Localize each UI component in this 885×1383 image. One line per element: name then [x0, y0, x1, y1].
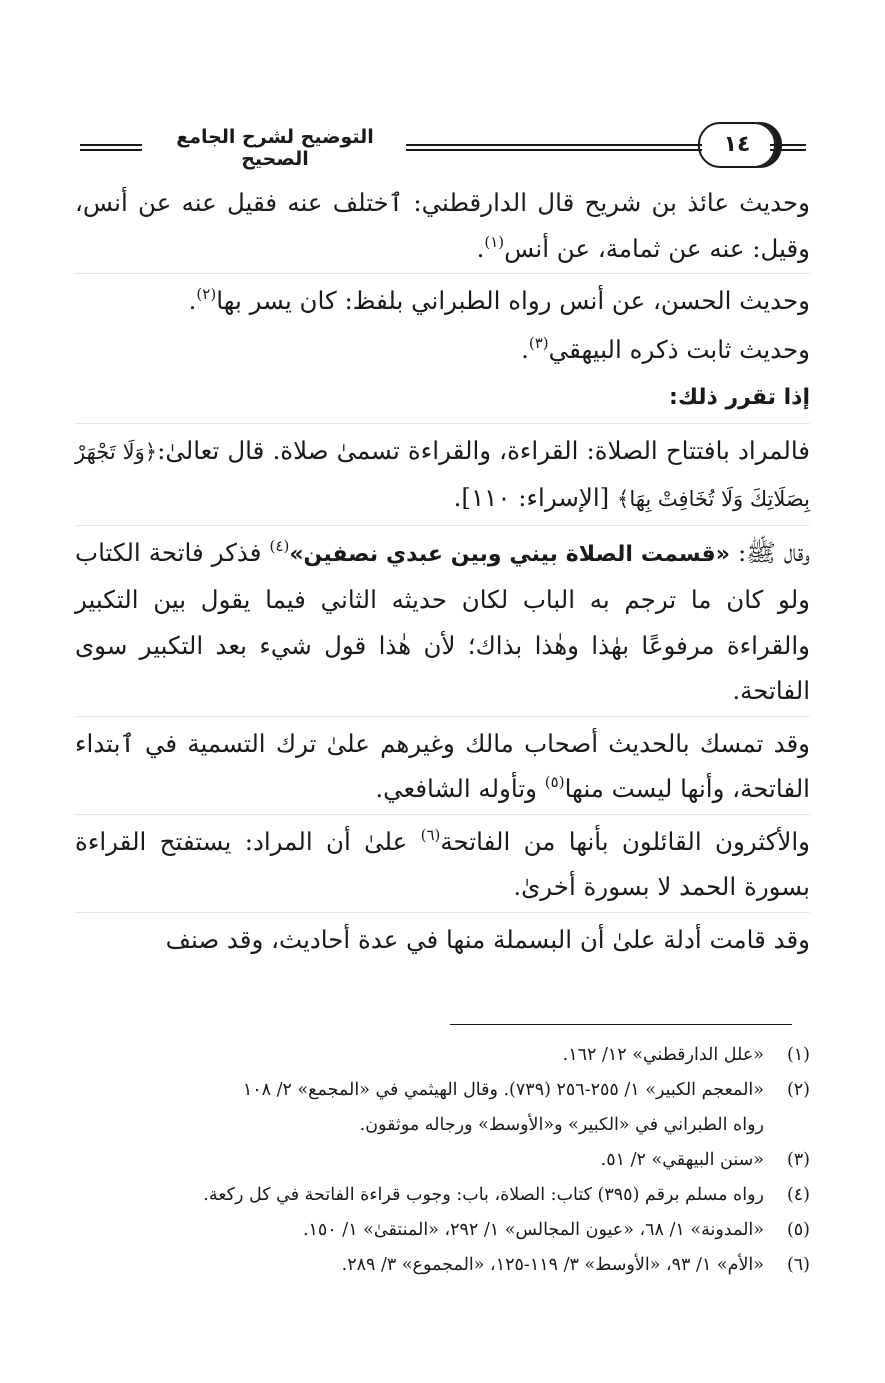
paragraph: وقد تمسك بالحديث أصحاب مالك وغيرهم علىٰ ترك التسمية في ٱبتداء الفاتحة، وأنها ليست منها$^{(٥)}$ وتأوله الشافعي.: [75, 721, 810, 815]
footnote-continuation: رواه الطبراني في «الكبير» و«الأوسط» ورجاله موثقون.: [359, 1115, 764, 1135]
main-text: [75, 180, 810, 965]
footnote-number: (٢): [786, 1080, 810, 1100]
paragraph: وقال ﷺ: «قسمت الصلاة بيني وبين عبدي نصفين»$^{(٤)}$ فذكر فاتحة الكتاب ولو كان ما ترجم به الباب لكان حديثه الثاني فيما يقول بين التكبير والقراءة مرفوعًا بهٰذا وهٰذا بذاك؛ لأن هٰذا قول شيء بعد التكبير سوى الفاتحة.: [75, 530, 810, 717]
footnote: (٦) «الأم» ١/ ٩٣، «الأوسط» ٣/ ١١٩-١٢٥، «المجموع» ٣/ ٢٨٩.: [78, 1248, 810, 1283]
header-rule-right: [770, 144, 806, 151]
footnote: (٤) رواه مسلم برقم (٣٩٥) كتاب: الصلاة، باب: وجوب قراءة الفاتحة في كل ركعة.: [78, 1178, 810, 1213]
footnote-number: (٦): [786, 1255, 810, 1275]
footnote: (٣) «سنن البيهقي» ٢/ ٥١.: [78, 1143, 810, 1178]
running-title: التوضيح لشرح الجامع الصحيح: [176, 126, 374, 170]
footnote-ref: (٦): [420, 825, 441, 844]
header-rule-middle: [406, 144, 702, 151]
page-number: ١٤: [698, 122, 776, 168]
footnote-ref: (٣): [528, 333, 549, 352]
hadith-quote: «قسمت الصلاة بيني وبين عبدي نصفين»: [289, 541, 730, 567]
paragraph: وحديث الحسن، عن أنس رواه الطبراني بلفظ: كان يسر بها$^{(٢)}$.: [188, 285, 810, 315]
footnote-ref: (٥): [544, 773, 565, 791]
footnote-number: (٥): [786, 1220, 810, 1240]
footnotes: [78, 1038, 810, 1283]
footnote-ref: (١): [484, 232, 505, 251]
footnote: (٢) «المعجم الكبير» ١/ ٢٥٥-٢٥٦ (٧٣٩). وقال الهيثمي في «المجمع» ٢/ ١٠٨: [78, 1073, 810, 1108]
paragraph: فالمراد بافتتاح الصلاة: القراءة، والقراءة تسمىٰ صلاة. قال تعالىٰ:﴿وَلَا تَجْهَرْ بِصَلَاتِكَ وَلَا تُخَافِتْ بِهَا﴾ [الإسراء: ١١٠].: [75, 428, 810, 526]
footnote-ref: (٢): [196, 285, 217, 303]
footnote-number: (٤): [786, 1185, 810, 1205]
paragraph: وقد قامت أدلة علىٰ أن البسملة منها في عدة أحاديث، وقد صنف: [165, 924, 810, 954]
footnote-number: (٣): [786, 1150, 810, 1170]
footnote: (١) «علل الدارقطني» ١٢/ ١٦٢.: [78, 1038, 810, 1073]
paragraph: وحديث ثابت ذكره البيهقي$^{(٣)}$.: [521, 333, 810, 364]
footnote: (٥) «المدونة» ١/ ٦٨، «عيون المجالس» ١/ ٢٩٢، «المنتقىٰ» ١/ ١٥٠.: [78, 1213, 810, 1248]
running-header: [70, 118, 810, 168]
quran-verse: ﴿وَلَا تَجْهَرْ بِصَلَاتِكَ وَلَا تُخَافِتْ بِهَا﴾: [75, 439, 810, 511]
header-rule-left: [80, 144, 142, 151]
section-heading: إذا تقرر ذلك:: [75, 375, 810, 424]
paragraph: وحديث عائذ بن شريح قال الدارقطني: ٱختلف عنه فقيل عنه عن أنس، وقيل: عنه عن ثمامة، عن أنس$^{(١)}$.: [75, 180, 810, 274]
footnote-divider: [450, 1024, 792, 1025]
footnote-ref: (٤): [269, 536, 290, 555]
paragraph: والأكثرون القائلون بأنها من الفاتحة$^{(٦)}$ علىٰ أن المراد: يستفتح القراءة بسورة الحمد لا بسورة أخرىٰ.: [75, 819, 810, 913]
footnote-number: (١): [786, 1045, 810, 1065]
